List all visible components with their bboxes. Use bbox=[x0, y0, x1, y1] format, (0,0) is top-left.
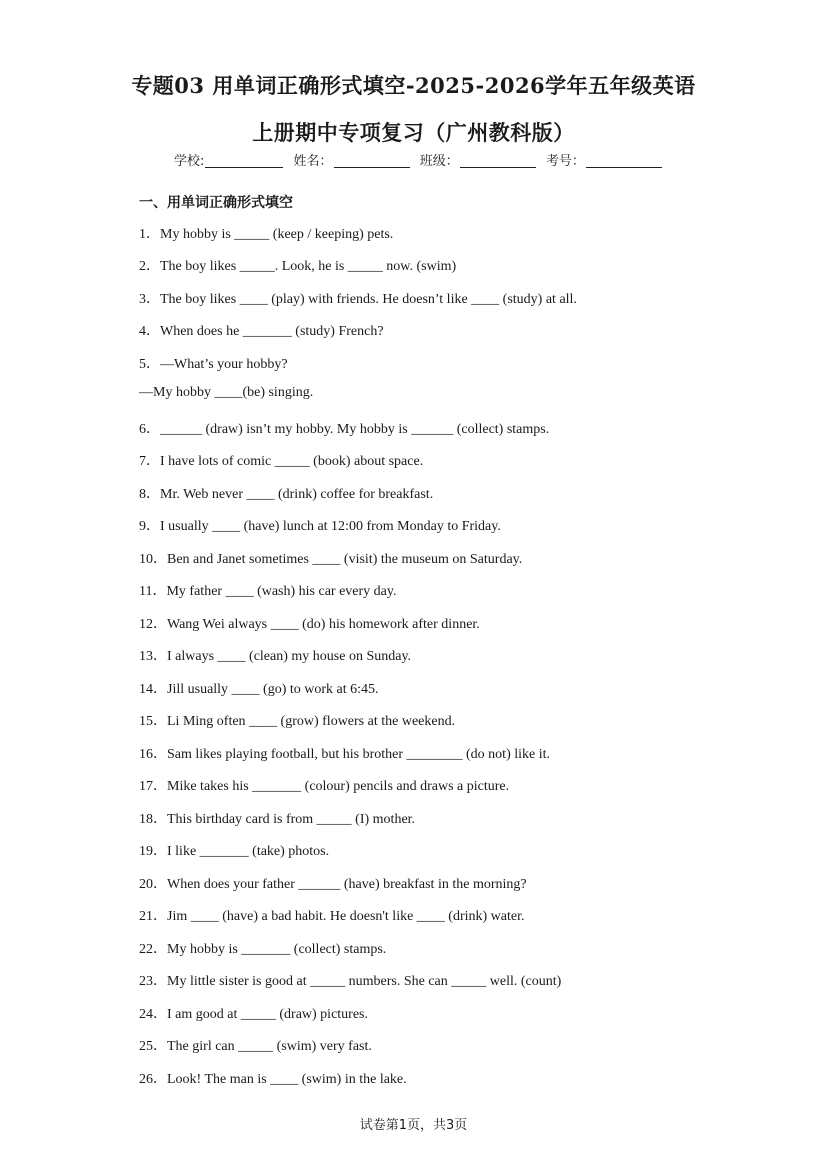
question-line: 5．—What’s your hobby? bbox=[139, 357, 288, 372]
exam-number-label: 考号： bbox=[545, 154, 585, 169]
question-line: 24．I am good at _____ (draw) pictures. bbox=[139, 1007, 368, 1022]
question-line: 13．I always ____ (clean) my house on Sunday. bbox=[139, 649, 412, 664]
document-title-line2: 上册期中专项复习（广州教科版） bbox=[252, 120, 575, 145]
document-title-line1: 专题03 用单词正确形式填空-2025-2026学年五年级英语 bbox=[131, 73, 696, 98]
school-label: 学校: bbox=[174, 154, 205, 169]
question-line: 7．I have lots of comic _____ (book) about space. bbox=[139, 454, 424, 469]
student-info-row bbox=[174, 150, 668, 169]
question-line: 9．I usually ____ (have) lunch at 12:00 from Monday to Friday. bbox=[139, 519, 501, 534]
question-line: 4．When does he _______ (study) French? bbox=[139, 324, 384, 339]
class-label: 班级： bbox=[419, 154, 459, 169]
school-blank bbox=[205, 153, 283, 168]
question-line: 6．______ (draw) isn’t my hobby. My hobby is ______ (collect) stamps. bbox=[139, 422, 550, 437]
question-line: 26．Look! The man is ____ (swim) in the lake. bbox=[139, 1072, 407, 1087]
question-line: 18．This birthday card is from _____ (I) mother. bbox=[139, 812, 416, 827]
section-heading: 一、用单词正确形式填空 bbox=[139, 195, 293, 211]
question-line: 11．My father ____ (wash) his car every day. bbox=[139, 584, 397, 599]
class-blank bbox=[460, 153, 536, 168]
question-line: 22．My hobby is _______ (collect) stamps. bbox=[139, 942, 387, 957]
question-line: 12．Wang Wei always ____ (do) his homework after dinner. bbox=[139, 617, 480, 632]
question-line: 8．Mr. Web never ____ (drink) coffee for breakfast. bbox=[139, 487, 434, 502]
question-line: 21．Jim ____ (have) a bad habit. He doesn't like ____ (drink) water. bbox=[139, 909, 525, 924]
name-label: 姓名： bbox=[293, 154, 333, 169]
question-line: 25．The girl can _____ (swim) very fast. bbox=[139, 1039, 372, 1054]
question-line: 1．My hobby is _____ (keep / keeping) pets. bbox=[139, 227, 394, 242]
name-blank bbox=[334, 153, 410, 168]
question-line: 14．Jill usually ____ (go) to work at 6:45. bbox=[139, 682, 379, 697]
question-line: 17．Mike takes his _______ (colour) pencils and draws a picture. bbox=[139, 779, 510, 794]
question-line: 2．The boy likes _____. Look, he is _____ now. (swim) bbox=[139, 259, 457, 274]
question-line: 10．Ben and Janet sometimes ____ (visit) the museum on Saturday. bbox=[139, 552, 523, 567]
question-line: 20．When does your father ______ (have) breakfast in the morning? bbox=[139, 877, 527, 892]
exam-number-blank bbox=[586, 153, 662, 168]
question-line: 3．The boy likes ____ (play) with friends. He doesn’t like ____ (study) at all. bbox=[139, 292, 577, 307]
page-footer: 试卷第1页，共3页 bbox=[359, 1118, 468, 1133]
question-line: 15．Li Ming often ____ (grow) flowers at the weekend. bbox=[139, 714, 456, 729]
question-line: —My hobby ____(be) singing. bbox=[139, 385, 314, 400]
question-line: 19．I like _______ (take) photos. bbox=[139, 844, 330, 859]
question-line: 16．Sam likes playing football, but his brother ________ (do not) like it. bbox=[139, 747, 551, 762]
question-line: 23．My little sister is good at _____ numbers. She can _____ well. (count) bbox=[139, 974, 562, 989]
